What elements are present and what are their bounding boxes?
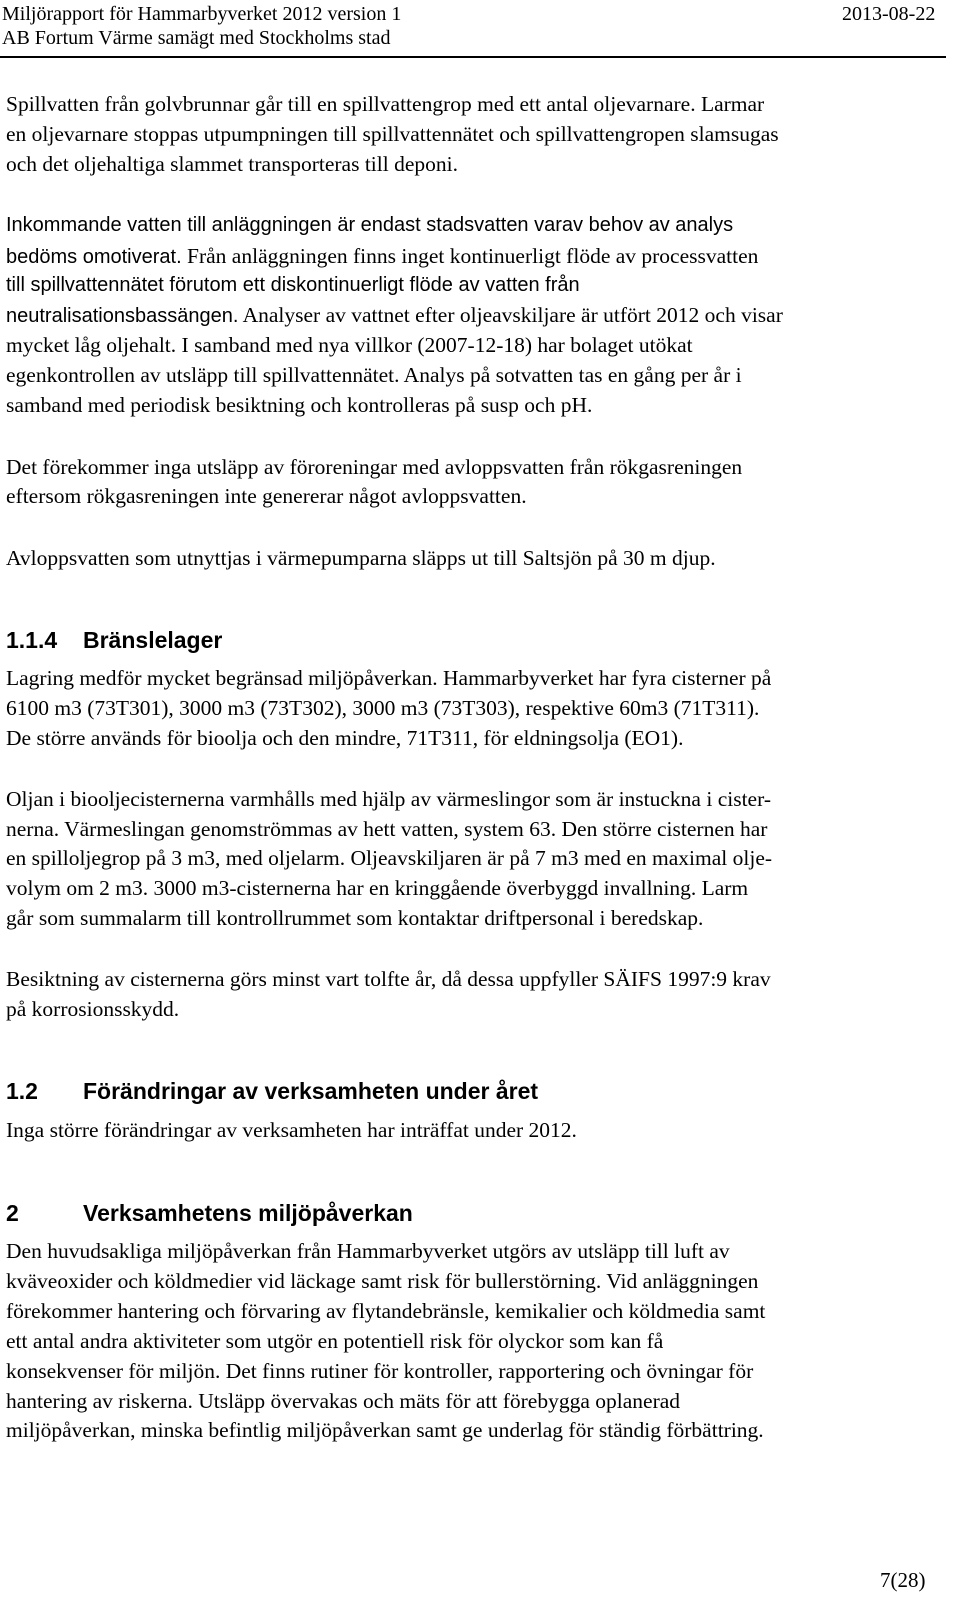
- section-1-1-4-title: Bränslelager: [83, 627, 223, 653]
- p2-line-5: [6, 333, 693, 358]
- p2-line-7: samband med periodisk besiktning och kontrolleras på susp och pH.: [6, 393, 593, 417]
- section-2-title: Verksamhetens miljöpåverkan: [83, 1200, 413, 1226]
- p9-line-5: konsekvenser för miljön. Det finns rutiner för kontroller, rapportering och övningar för: [6, 1359, 754, 1383]
- p2-text-e: mycket låg oljehalt.: [6, 333, 177, 357]
- p2-text-a: bedöms omotiverat.: [6, 246, 182, 268]
- p2-text-b: Från anläggningen finns inget kontinuerligt flöde av processvatten: [181, 244, 759, 268]
- p9-line-7: miljöpåverkan, minska befintlig miljöpåverkan samt ge underlag för ständig förbättring.: [6, 1418, 764, 1442]
- p6-line-2: nerna. Värmeslingan genomströmmas av hett vatten, system 63. Den större cisternen har: [6, 817, 768, 841]
- p3-line-1: Det förekommer inga utsläpp av föroreningar med avloppsvatten från rökgasreningen: [6, 455, 743, 479]
- p9-line-1: Den huvudsakliga miljöpåverkan från Hammarbyverket utgörs av utsläpp till luft av: [6, 1239, 730, 1263]
- p2-line-4: [6, 303, 783, 328]
- p5-line-2: 6100 m3 (73T301), 3000 m3 (73T302), 3000 m3 (73T303), respektive 60m3 (71T311).: [6, 696, 760, 720]
- p6-line-5: går som summalarm till kontrollrummet som kontaktar driftpersonal i beredskap.: [6, 906, 704, 930]
- p8-line-1: Inga större förändringar av verksamheten har inträffat under 2012.: [6, 1118, 577, 1142]
- p2-line-6: [6, 363, 742, 388]
- header-organization: AB Fortum Värme samägt med Stockholms stad: [2, 27, 391, 49]
- section-1-1-4-number: 1.1.4: [6, 627, 58, 653]
- p1-line-2: en oljevarnare stoppas utpumpningen till spillvattennätet och spillvattengropen slamsugas: [6, 122, 779, 146]
- section-1-2-number: 1.2: [6, 1078, 38, 1104]
- p2-line-2: [6, 244, 758, 269]
- page-number: 7(28): [880, 1568, 926, 1592]
- p2-text-g: egenkontrollen av utsläpp till spillvattennätet.: [6, 363, 400, 387]
- header-rule: [0, 56, 946, 58]
- p1-line-3: och det oljehaltiga slammet transporteras till deponi.: [6, 152, 458, 176]
- p2-line-3: till spillvattennätet förutom ett diskontinuerligt flöde av vatten från: [6, 274, 580, 296]
- p9-line-6: hantering av riskerna. Utsläpp övervakas och mäts för att förebygga oplanerad: [6, 1389, 681, 1413]
- p5-line-1: Lagring medför mycket begränsad miljöpåverkan. Hammarbyverket har fyra cisterner på: [6, 666, 772, 690]
- p2-text-d: Analyser av vattnet efter oljeavskiljare är utfört 2012 och visar: [238, 303, 783, 327]
- p6-line-4: volym om 2 m3. 3000 m3-cisternerna har en kringgående överbyggd invallning. Larm: [6, 876, 749, 900]
- header-date: 2013-08-22: [842, 3, 936, 25]
- p5-line-3: De större används för bioolja och den mindre, 71T311, för eldningsolja (EO1).: [6, 726, 684, 750]
- p9-line-2: kväveoxider och köldmedier vid läckage samt risk för bullerstörning. Vid anläggningen: [6, 1269, 759, 1293]
- p2-text-f: I samband med nya villkor (2007-12-18) har bolaget utökat: [176, 333, 693, 357]
- p3-line-2: eftersom rökgasreningen inte genererar något avloppsvatten.: [6, 484, 527, 508]
- p6-line-1: Oljan i biooljecisternerna varmhålls med hjälp av värmeslingor som är instuckna i cister-: [6, 787, 771, 811]
- header-title: Miljörapport för Hammarbyverket 2012 version 1: [2, 3, 402, 25]
- p7-line-2: på korrosionsskydd.: [6, 997, 180, 1021]
- p7-line-1: Besiktning av cisternerna görs minst vart tolfte år, då dessa uppfyller SÄIFS 1997:9 krav: [6, 967, 771, 991]
- p2-line-1: Inkommande vatten till anläggningen är endast stadsvatten varav behov av analys: [6, 214, 734, 236]
- section-1-2-title: Förändringar av verksamheten under året: [83, 1078, 539, 1104]
- p2-text-h: Analys på sotvatten tas en gång per år i: [399, 363, 742, 387]
- p1-line-1: Spillvatten från golvbrunnar går till en spillvattengrop med ett antal oljevarnare. Larmar: [6, 92, 765, 116]
- p9-line-4: ett antal andra aktiviteter som utgör en potentiell risk för olyckor som kan få: [6, 1329, 664, 1353]
- p6-line-3: en spilloljegrop på 3 m3, med oljelarm. Oljeavskiljaren är på 7 m3 med en maximal olje-: [6, 846, 773, 870]
- section-2-number: 2: [6, 1200, 19, 1226]
- p2-text-c: neutralisationsbassängen.: [6, 305, 239, 327]
- p9-line-3: förekommer hantering och förvaring av flytandebränsle, kemikalier och köldmedia samt: [6, 1299, 766, 1323]
- p4-line-1: Avloppsvatten som utnyttjas i värmepumparna släpps ut till Saltsjön på 30 m djup.: [6, 546, 716, 570]
